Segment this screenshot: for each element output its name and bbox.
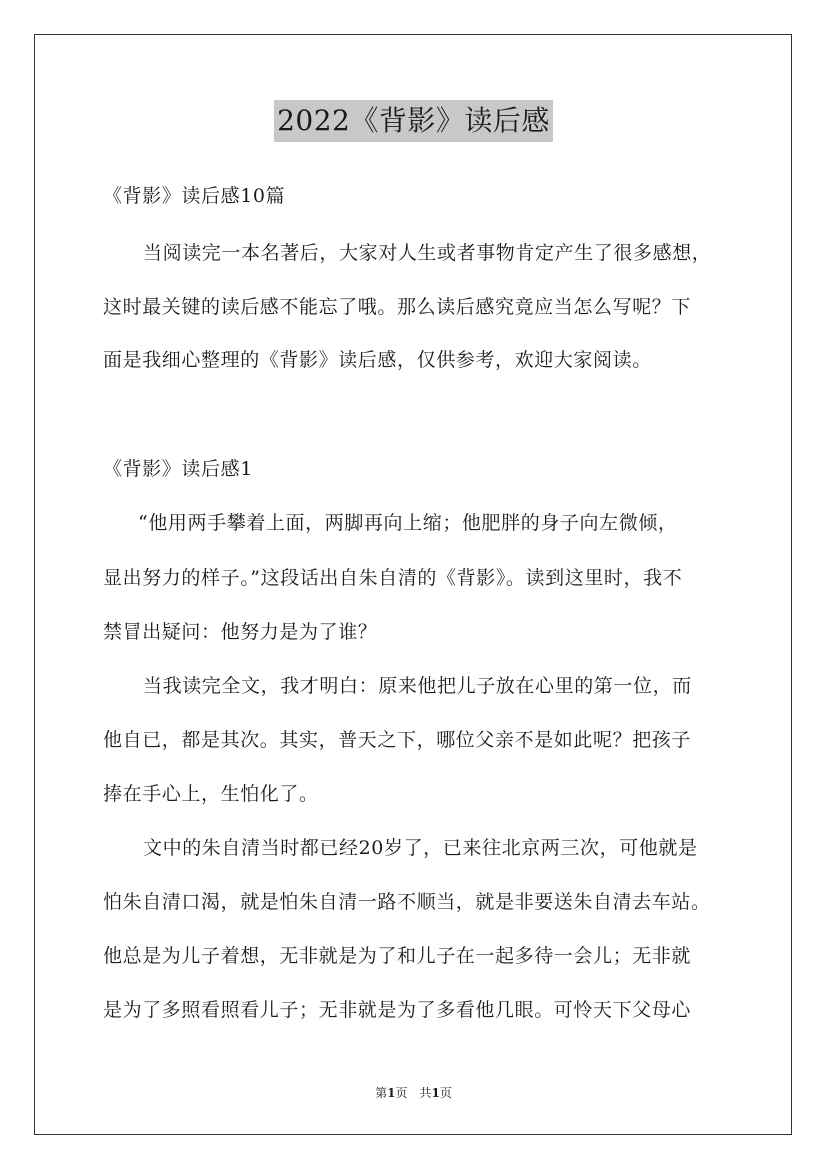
intro-line: 当阅读完一本名著后，大家对人生或者事物肯定产生了很多感想， <box>143 242 712 264</box>
footer-page-suffix: 页 <box>439 1086 452 1100</box>
paragraph-line: 当我读完全文，我才明白：原来他把儿子放在心里的第一位，而 <box>143 675 692 697</box>
footer-page-mid: 页 共 <box>395 1086 432 1100</box>
intro-line: 这时最关键的读后感不能忘了哦。那么读后感究竟应当怎么写呢？下 <box>103 296 692 318</box>
paragraph-line: 怕朱自清口渴，就是怕朱自清一路不顺当，就是非要送朱自清去车站。 <box>103 891 711 913</box>
title-container <box>0 100 827 142</box>
paragraph-line: 捧在手心上，生怕化了。 <box>103 783 319 805</box>
section-heading: 《背影》读后感1 <box>103 458 253 480</box>
paragraph-line: 文中的朱自清当时都已经20岁了，已来往北京两三次，可他就是 <box>143 837 698 859</box>
paragraph-line: 禁冒出疑问：他努力是为了谁？ <box>103 621 378 643</box>
paragraph-line: “他用两手攀着上面，两脚再向上缩；他肥胖的身子向左微倾， <box>138 512 678 534</box>
paragraph-line: 他总是为儿子着想，无非就是为了和儿子在一起多待一会儿；无非就 <box>103 945 692 967</box>
paragraph-line: 他自已，都是其次。其实，普天之下，哪位父亲不是如此呢？把孩子 <box>103 729 692 751</box>
footer-page-total: 1 <box>431 1086 440 1100</box>
page-footer <box>0 1084 827 1101</box>
intro-line: 面是我细心整理的《背影》读后感，仅供参考，欢迎大家阅读。 <box>103 349 652 371</box>
document-subtitle: 《背影》读后感10篇 <box>103 185 286 207</box>
footer-page-prefix: 第 <box>375 1086 388 1100</box>
document-title: 2022《背影》读后感 <box>274 100 553 142</box>
paragraph-line: 显出努力的样子。”这段话出自朱自清的《背影》。读到这里时，我不 <box>103 567 683 589</box>
footer-page-number: 1 <box>387 1086 396 1100</box>
paragraph-line: 是为了多照看照看儿子；无非就是为了多看他几眼。可怜天下父母心 <box>103 999 692 1021</box>
